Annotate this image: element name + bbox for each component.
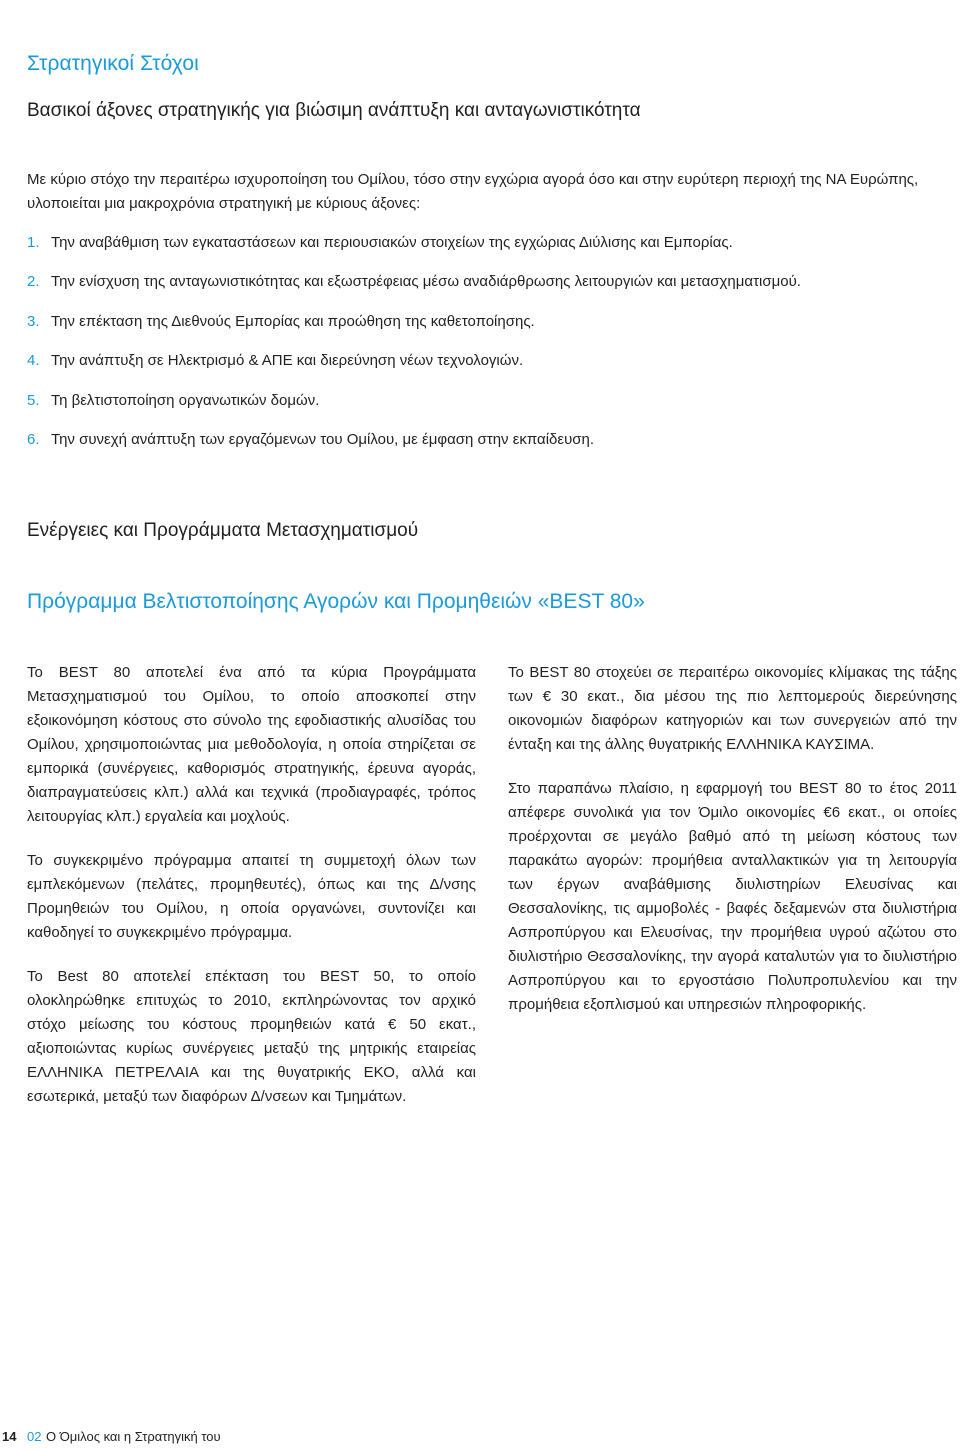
goal-item [27, 231, 801, 270]
page-subtitle: Βασικοί άξονες στρατηγικής για βιώσιμη ανάπτυξη και ανταγωνιστικότητα [27, 100, 641, 121]
goal-text: Τη βελτιστοποίηση οργανωτικών δομών. [51, 391, 320, 409]
body-paragraph: Το BEST 80 αποτελεί ένα από τα κύρια Προγράμματα Μετασχηματισμού του Ομίλου, το οποίο αποσκοπεί στην εξοικονόμηση κόστους στο σύνολο της εφοδιαστικής αλυσίδας του Ομίλου, χρησιμοποιώντας μια μεθοδολογία, η οποία στηρίζεται σε εμπορικά (συνέργειες, καθορισμός στρατηγικής, έρευνα αγοράς, διαπραγματεύσεις κλπ.) αλλά και τεχνικά (προδιαγραφές, τρόπος λειτουργίας κλπ.) εργαλεία και μοχλούς. [27, 664, 476, 825]
goal-item [27, 270, 801, 309]
goal-text: Την ανάπτυξη σε Ηλεκτρισμό & ΑΠΕ και διερεύνηση νέων τεχνολογιών. [51, 352, 524, 370]
section-number: 02 [27, 1429, 42, 1444]
goal-number: 2. [27, 273, 40, 291]
body-paragraph: Το συγκεκριμένο πρόγραμμα απαιτεί τη συμμετοχή όλων των εμπλεκόμενων (πελάτες, προμηθευτές), όπως και της Δ/νσης Προμηθειών του Ομίλου, η οποία οργανώνει, συντονίζει και καθοδηγεί το συγκεκριμένο πρόγραμμα. [27, 852, 476, 941]
right-column [508, 661, 957, 1037]
intro-paragraph: Με κύριο στόχο την περαιτέρω ισχυροποίηση του Ομίλου, τόσο στην εγχώρια αγορά όσο και στην ευρύτερη περιοχή της ΝΑ Ευρώπης, υλοποιείται μια μακροχρόνια στρατηγική με κύριους άξονες: [27, 171, 919, 212]
section-heading: Ενέργειες και Προγράμματα Μετασχηματισμού [27, 520, 419, 541]
page-number: 14 [2, 1429, 17, 1444]
goal-number: 6. [27, 430, 40, 448]
chapter-title: Ο Όμιλος και η Στρατηγική του [46, 1429, 221, 1444]
goal-item [27, 349, 801, 388]
goal-number: 5. [27, 391, 40, 409]
body-paragraph: Το BEST 80 στοχεύει σε περαιτέρω οικονομίες κλίμακας της τάξης των € 30 εκατ., δια μέσου της πιο λεπτομερούς διερεύνησης οικονομιών διαφόρων κατηγοριών και των συνεργειών από την ένταξη και της άλλης θυγατρικής ΕΛΛΗΝΙΚΑ ΚΑΥΣΙΜΑ. [508, 664, 957, 753]
strategic-goals-list [27, 231, 801, 467]
body-paragraph: Στο παραπάνω πλαίσιο, η εφαρμογή του BEST 80 το έτος 2011 απέφερε συνολικά για τον Όμιλο οικονομίες €6 εκατ., οι οποίες προέρχονται σε μεγάλο βαθμό από τη μείωση κόστους των παρακάτω αγορών: προμήθεια ανταλλακτικών για τη λειτουργία των έργων αναβάθμισης διυλιστηρίων Ελευσίνας και Θεσσαλονίκης, τις αμμοβολές - βαφές δεξαμενών στα διυλιστήρια Ασπροπύργου και Ελευσίνας, την προμήθεια υγρού αζώτου στο διυλιστήριο Θεσσαλονίκης, την αγορά καταλυτών για το διυλιστήριο Ασπροπύργου και το εργοστάσιο Πολυπροπυλενίου και την προμήθεια εξοπλισμού και υπηρεσιών πληροφορικής. [508, 780, 957, 1013]
goal-item [27, 310, 801, 349]
goal-number: 3. [27, 312, 40, 330]
goal-text: Την επέκταση της Διεθνούς Εμπορίας και προώθηση της καθετοποίησης. [51, 312, 535, 330]
goal-item [27, 389, 801, 428]
goal-item [27, 428, 801, 467]
goal-text: Την αναβάθμιση των εγκαταστάσεων και περιουσιακών στοιχείων της εγχώριας Διύλισης και Εμπορίας. [51, 234, 733, 251]
left-column [27, 661, 476, 1129]
goal-text: Την συνεχή ανάπτυξη των εργαζόμενων του Ομίλου, με έμφαση στην εκπαίδευση. [51, 430, 595, 448]
goal-text: Την ενίσχυση της ανταγωνιστικότητας και εξωστρέφειας μέσω αναδιάρθρωσης λειτουργιών και μετασχηματισμού. [51, 273, 801, 291]
program-heading: Πρόγραμμα Βελτιστοποίησης Αγορών και Προμηθειών «BEST 80» [27, 590, 645, 613]
goal-number: 4. [27, 352, 40, 370]
goal-number: 1. [27, 234, 40, 251]
page-title: Στρατηγικοί Στόχοι [27, 52, 199, 75]
body-paragraph: Το Best 80 αποτελεί επέκταση του BEST 50, το οποίο ολοκληρώθηκε επιτυχώς το 2010, εκπληρώνοντας τον αρχικό στόχο μείωσης του κόστους προμηθειών κατά € 50 εκατ., αξιοποιώντας κυρίως συνέργειες μεταξύ της μητρικής εταιρείας ΕΛΛΗΝΙΚΑ ΠΕΤΡΕΛΑΙΑ και της θυγατρικής ΕΚΟ, αλλά και εσωτερικά, μεταξύ των διαφόρων Δ/νσεων και Τμημάτων. [27, 968, 476, 1105]
